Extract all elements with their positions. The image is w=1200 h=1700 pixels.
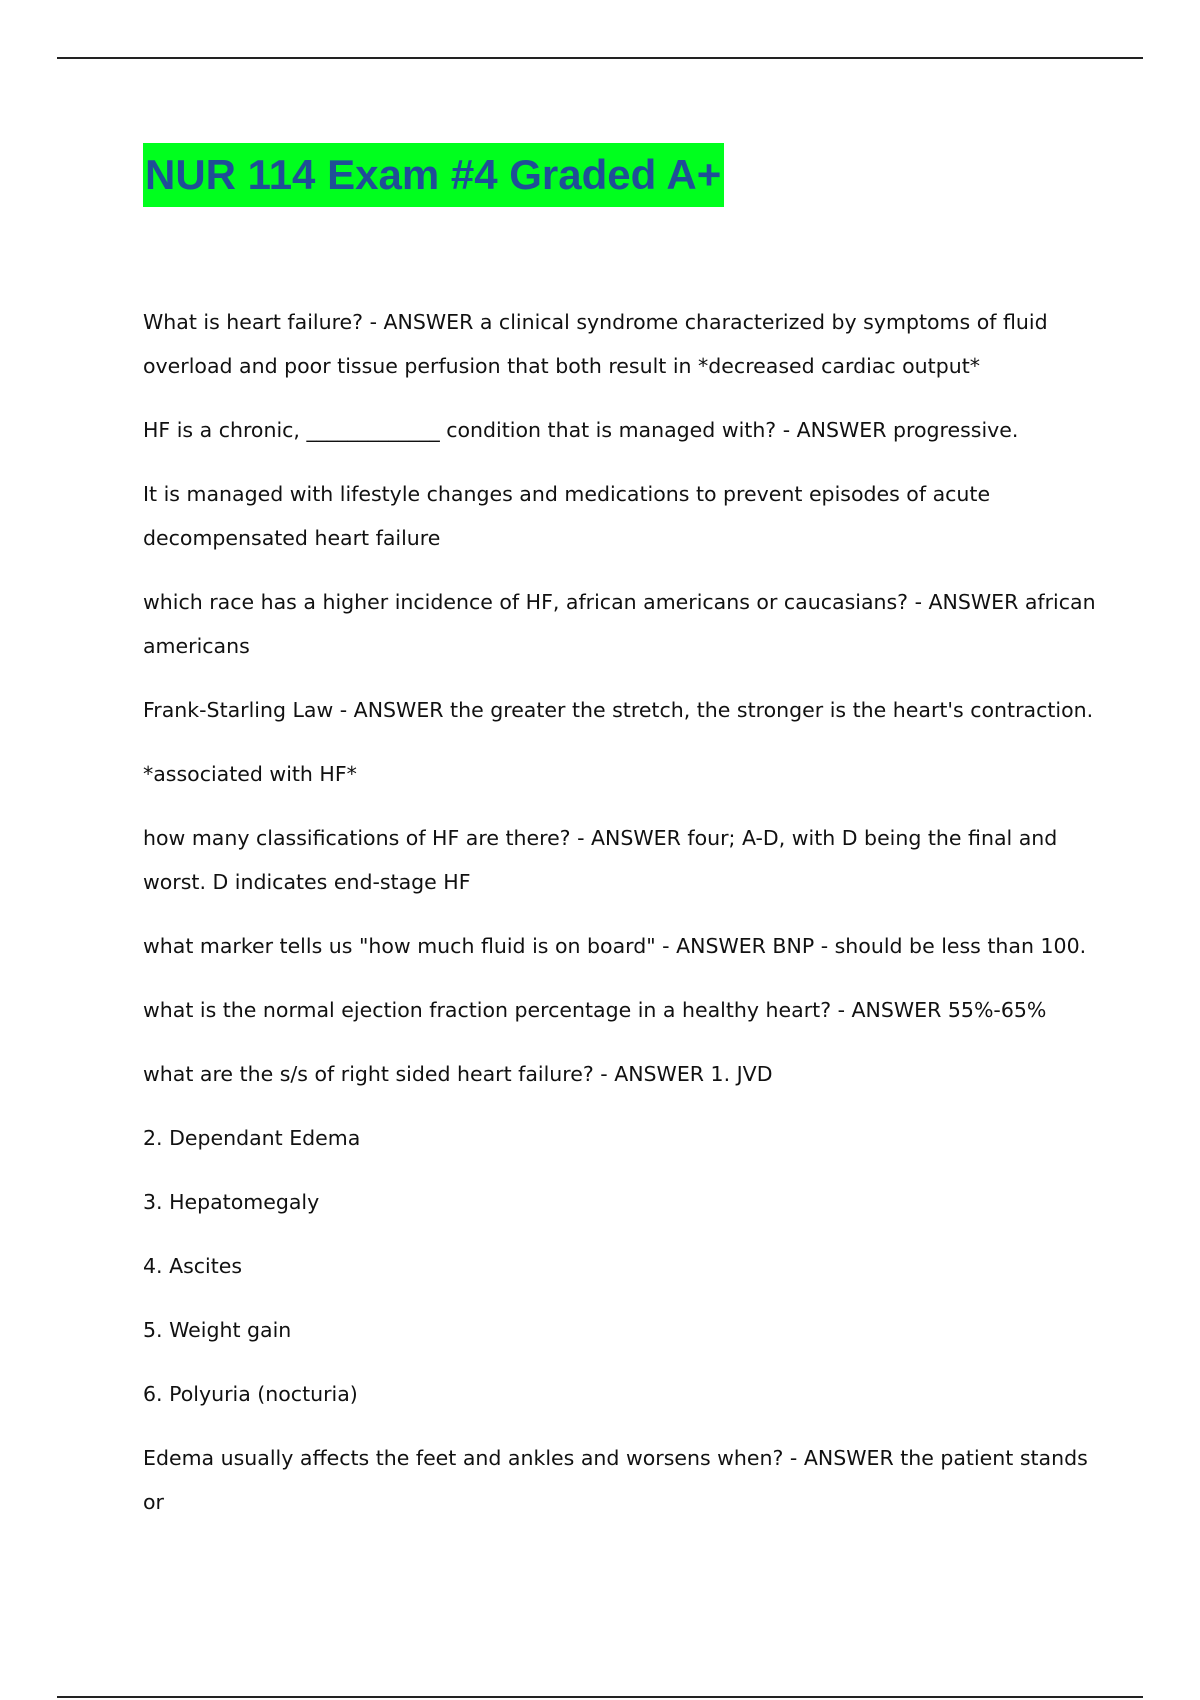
list-item-4: 4. Ascites — [143, 1254, 243, 1278]
list-item-2: 2. Dependant Edema — [143, 1126, 361, 1150]
list-item-6: 6. Polyuria (nocturia) — [143, 1382, 358, 1406]
list-item-3: 3. Hepatomegaly — [143, 1190, 320, 1214]
list-item-5: 5. Weight gain — [143, 1318, 292, 1342]
document-body — [143, 300, 1103, 1544]
bottom-rule — [57, 1696, 1143, 1698]
paragraph-5: Frank-Starling Law - ANSWER the greater the stretch, the stronger is the heart's contraction. — [143, 698, 1094, 722]
paragraph-6: *associated with HF* — [143, 762, 357, 786]
paragraph-10: what are the s/s of right sided heart failure? - ANSWER 1. JVD — [143, 1062, 773, 1086]
paragraph-2: HF is a chronic, _____________ condition that is managed with? - ANSWER progressive. — [143, 418, 1019, 442]
paragraph-9: what is the normal ejection fraction percentage in a healthy heart? - ANSWER 55%-65% — [143, 998, 1047, 1022]
paragraph-11: Edema usually affects the feet and ankles and worsens when? - ANSWER the patient stands or — [143, 1446, 1088, 1514]
paragraph-3: It is managed with lifestyle changes and medications to prevent episodes of acute decompensated heart failure — [143, 482, 991, 550]
paragraph-8: what marker tells us "how much fluid is on board" - ANSWER BNP - should be less than 100. — [143, 934, 1087, 958]
top-rule — [57, 57, 1143, 59]
paragraph-4: which race has a higher incidence of HF, african americans or caucasians? - ANSWER african americans — [143, 590, 1096, 658]
paragraph-7: how many classifications of HF are there? - ANSWER four; A-D, with D being the final and worst. D indicates end-stage HF — [143, 826, 1058, 894]
document-title: NUR 114 Exam #4 Graded A+ — [143, 143, 724, 207]
paragraph-1: What is heart failure? - ANSWER a clinical syndrome characterized by symptoms of fluid overload and poor tissue perfusion that both result in *decreased cardiac output* — [143, 310, 1048, 378]
